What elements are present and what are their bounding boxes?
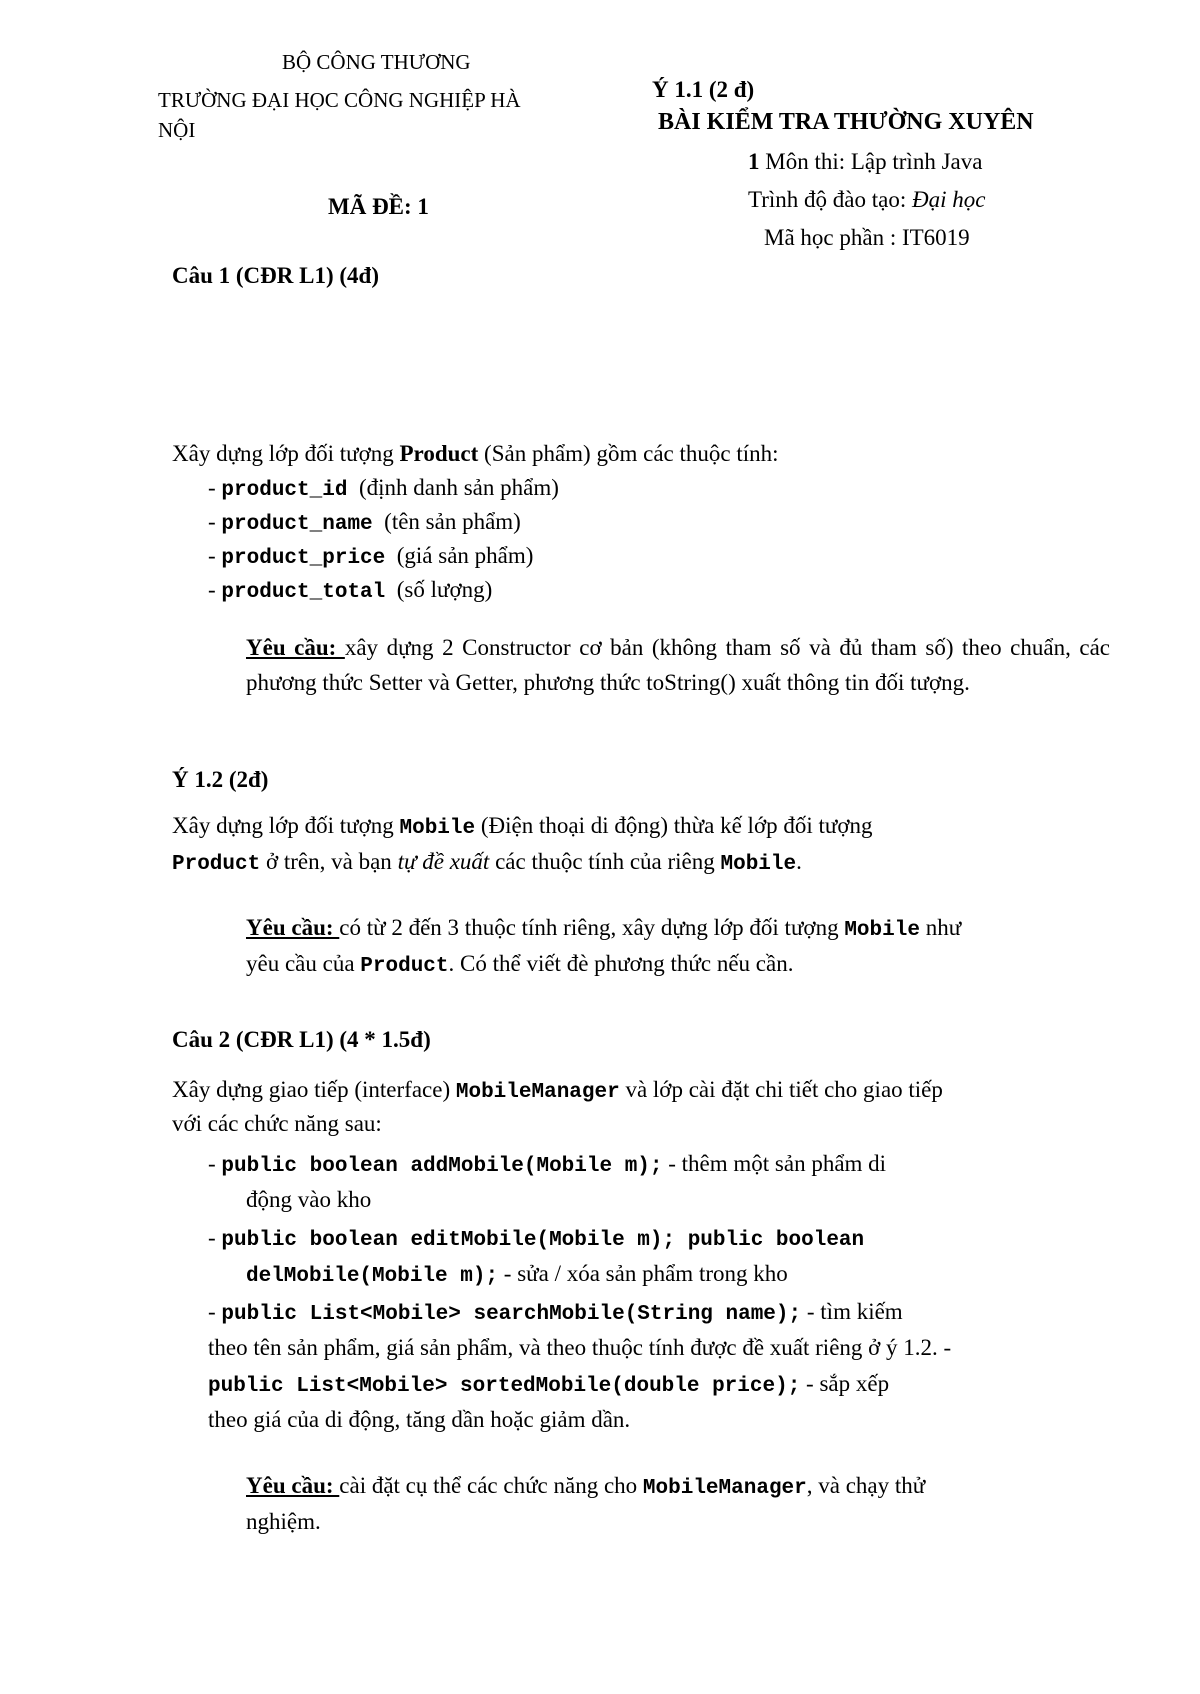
subject-number: 1 bbox=[748, 149, 760, 174]
text-run: Xây dựng giao tiếp (interface) bbox=[172, 1077, 456, 1102]
attribute-desc: (tên sản phẩm) bbox=[384, 509, 521, 534]
exam-code: MÃ ĐỀ: 1 bbox=[328, 194, 429, 219]
method-item-add: - public boolean addMobile(Mobile m); - thêm một sản phẩm di bbox=[208, 1151, 887, 1178]
requirement-label: Yêu cầu: bbox=[246, 635, 345, 660]
text-run: yêu cầu của bbox=[246, 951, 361, 976]
method-item-edit-line2 bbox=[246, 1260, 788, 1289]
q2-intro-line1 bbox=[172, 1076, 943, 1105]
requirement-label: Yêu cầu: bbox=[246, 1473, 340, 1498]
attribute-desc: (định danh sản phẩm) bbox=[358, 475, 559, 500]
attribute-item: - product_id (định danh sản phẩm) bbox=[208, 475, 559, 502]
text-run: Xây dựng lớp đối tượng bbox=[172, 813, 400, 838]
q2-intro-line2: với các chức năng sau: bbox=[172, 1111, 382, 1136]
course-code: Mã học phần : IT6019 bbox=[764, 225, 970, 250]
text-run: có từ 2 đến 3 thuộc tính riêng, xây dựng lớp đối tượng bbox=[339, 915, 845, 940]
class-name-product: Product bbox=[172, 853, 261, 876]
question-2-title: Câu 2 (CĐR L1) (4 * 1.5đ) bbox=[172, 1027, 431, 1052]
text-run: . bbox=[796, 849, 802, 874]
attribute-name: product_total bbox=[221, 581, 386, 604]
ministry-name: BỘ CÔNG THƯƠNG bbox=[282, 50, 471, 74]
method-desc: - tìm kiếm bbox=[801, 1299, 903, 1324]
item-1-1-label: Ý 1.1 (2 đ) bbox=[652, 77, 755, 102]
q1-intro-after: (Sản phẩm) gồm các thuộc tính: bbox=[478, 441, 779, 466]
q2-requirement-line1 bbox=[246, 1472, 925, 1501]
emphasis-text: tự đề xuất bbox=[397, 849, 490, 874]
item-1-2-requirement-line1 bbox=[246, 914, 961, 943]
attribute-name: product_price bbox=[221, 547, 386, 570]
q1-requirement bbox=[246, 630, 1110, 700]
text-run: , và chạy thử bbox=[806, 1473, 926, 1498]
item-1-2-requirement-line2 bbox=[246, 950, 793, 979]
question-1-title: Câu 1 (CĐR L1) (4đ) bbox=[172, 263, 379, 288]
subject-line bbox=[748, 148, 982, 176]
training-level-value: Đại học bbox=[912, 187, 986, 212]
requirement-text: xây dựng 2 Constructor cơ bản (không tham số và đủ tham số) theo chuẩn, các phương thức Setter và Getter, phương thức toString() xuất thông tin đối tượng. bbox=[246, 635, 1110, 695]
attribute-name: product_id bbox=[221, 479, 348, 502]
text-run: và lớp cài đặt chi tiết cho giao tiếp bbox=[619, 1077, 943, 1102]
method-signature: public boolean addMobile(Mobile m); bbox=[221, 1155, 663, 1178]
school-name-line2: NỘI bbox=[158, 118, 196, 142]
interface-name: MobileManager bbox=[642, 1477, 807, 1500]
text-run: . Có thể viết đè phương thức nếu cần. bbox=[448, 951, 794, 976]
method-item-search-line2: theo tên sản phẩm, giá sản phẩm, và theo thuộc tính được đề xuất riêng ở ý 1.2. - bbox=[208, 1335, 952, 1360]
method-item-sort-line2: theo giá của di động, tăng dần hoặc giảm dần. bbox=[208, 1407, 631, 1432]
class-name-mobile: Mobile bbox=[399, 817, 476, 840]
subject-text: Môn thi: Lập trình Java bbox=[759, 149, 983, 174]
q2-requirement-line2: nghiệm. bbox=[246, 1509, 321, 1534]
interface-name: MobileManager bbox=[455, 1081, 620, 1104]
text-run: các thuộc tính của riêng bbox=[489, 849, 721, 874]
text-run: (Điện thoại di động) thừa kế lớp đối tượng bbox=[475, 813, 873, 838]
q1-intro-class: Product bbox=[399, 441, 479, 466]
attribute-item: - product_total (số lượng) bbox=[208, 577, 493, 604]
attribute-name: product_name bbox=[221, 513, 373, 536]
text-run: cài đặt cụ thể các chức năng cho bbox=[339, 1473, 643, 1498]
school-name-line1: TRƯỜNG ĐẠI HỌC CÔNG NGHIỆP HÀ bbox=[158, 88, 521, 112]
exam-title: BÀI KIỂM TRA THƯỜNG XUYÊN bbox=[658, 109, 1034, 135]
class-name-mobile: Mobile bbox=[720, 853, 797, 876]
method-signature: delMobile(Mobile m); bbox=[246, 1265, 499, 1288]
q1-intro-before: Xây dựng lớp đối tượng bbox=[172, 441, 400, 466]
method-item-edit: - public boolean editMobile(Mobile m); public boolean bbox=[208, 1225, 865, 1252]
attribute-desc: (số lượng) bbox=[396, 577, 493, 602]
text-run: như bbox=[919, 915, 962, 940]
method-item-search: - public List<Mobile> searchMobile(String name); - tìm kiếm bbox=[208, 1299, 903, 1326]
method-signature: public List<Mobile> searchMobile(String name); bbox=[221, 1303, 802, 1326]
method-desc: - sửa / xóa sản phẩm trong kho bbox=[498, 1261, 788, 1286]
requirement-label: Yêu cầu: bbox=[246, 915, 340, 940]
q1-intro bbox=[172, 440, 779, 468]
text-run: ở trên, và bạn bbox=[260, 849, 398, 874]
method-signature: public boolean editMobile(Mobile m); public boolean bbox=[221, 1229, 865, 1252]
training-level bbox=[748, 186, 985, 214]
class-name-product: Product bbox=[360, 955, 449, 978]
method-desc: - thêm một sản phẩm di bbox=[662, 1151, 887, 1176]
attribute-desc: (giá sản phẩm) bbox=[396, 543, 534, 568]
method-desc: - sắp xếp bbox=[800, 1371, 890, 1396]
attribute-item: - product_name (tên sản phẩm) bbox=[208, 509, 521, 536]
item-1-2-title: Ý 1.2 (2đ) bbox=[172, 767, 269, 792]
method-item-add-line2: động vào kho bbox=[246, 1187, 372, 1212]
class-name-mobile: Mobile bbox=[844, 919, 920, 942]
item-1-2-line1 bbox=[172, 812, 873, 841]
method-signature: public List<Mobile> sortedMobile(double price); bbox=[208, 1375, 801, 1398]
item-1-2-line2 bbox=[172, 848, 802, 877]
training-level-label: Trình độ đào tạo: bbox=[748, 187, 912, 212]
method-item-sort bbox=[208, 1370, 889, 1399]
attribute-item: - product_price (giá sản phẩm) bbox=[208, 543, 534, 570]
